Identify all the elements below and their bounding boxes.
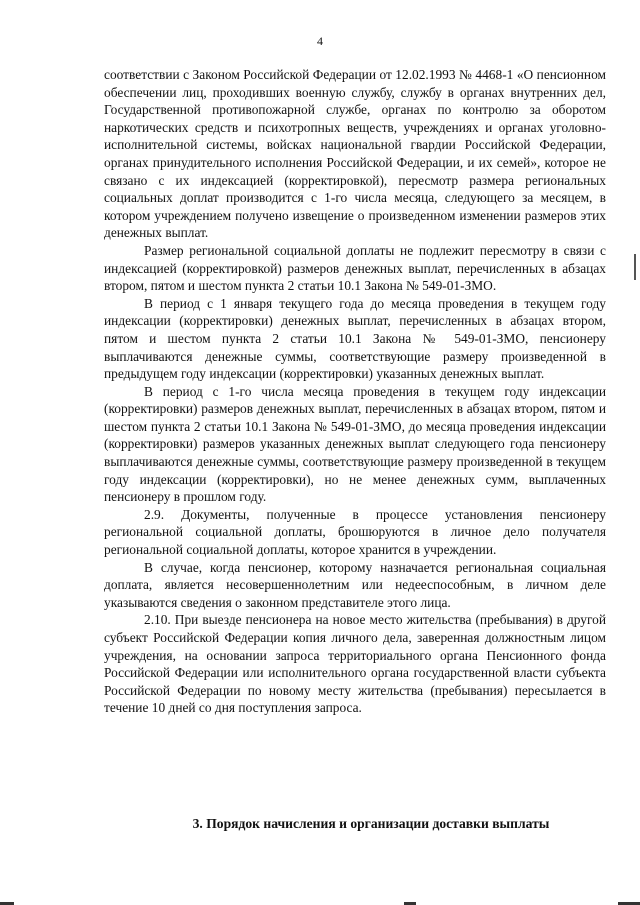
paragraph-2-10: 2.10. При выезде пенсионера на новое место жительства (пребывания) в другой субъект Российской Федерации копия личного дела, заверенная должностным лицом учреждения, на основании запроса территориального органа Пенсионного фонда Российской Федерации или исполнительного органа государственной власти субъекта Российской Федерации по новому месту жительства (пребывания) пересылается в течение 10 дней со дня поступления запроса.	[104, 612, 606, 716]
paragraph-2-9: 2.9. Документы, полученные в процессе установления пенсионеру региональной социальной доплаты, брошюруются в личное дело получателя региональной социальной доплаты, которое хранится в учреждении.	[104, 506, 606, 558]
paragraph-legal-representative: В случае, когда пенсионер, которому назначается региональная социальная доплата, является несовершеннолетним или недееспособным, в личном деле указываются сведения о законном представителе этого лица.	[104, 559, 606, 610]
paragraph-continuation: соответствии с Законом Российской Федерации от 12.02.1993 № 4468-1 «О пенсионном обеспечении лиц, проходивших военную службу, службу в органах внутренних дел, Государственной противопожарной службе, органах по контролю за оборотом наркотических средств и психотропных веществ, учреждениях и органах уголовно-исполнительной системы, войсках национальной гвардии Российской Федерации, органах принудительного исполнения Российской Федерации, и их семей», которое не связано с их индексацией (корректировкой), пересмотр размера региональных социальных доплат производится с 1-го числа месяца, следующего за месяцем, в котором учреждением получено извещение о произведенном изменении размеров этих денежных выплат.	[104, 67, 606, 241]
document-body	[104, 66, 606, 717]
section-heading: 3. Порядок начисления и организации доставки выплаты	[192, 816, 550, 831]
margin-scan-mark	[634, 254, 636, 280]
page-number: 4	[317, 34, 323, 48]
paragraph-period-indexation: В период с 1-го числа месяца проведения в текущем году индексации (корректировки) размеров денежных выплат, перечисленных в абзацах втором, пятом и шестом пункта 2 статьи 10.1 Закона № 549-01-ЗМО, до месяца проведения индексации (корректировки) размеров указанных денежных выплат следующего года пенсионеру выплачиваются денежные суммы, соответствующие размеру произведенной в текущем году индексации (корректировки), но не менее денежных сумм, выплаченных пенсионеру в прошлом году.	[104, 383, 606, 505]
paragraph-period-january: В период с 1 января текущего года до месяца проведения в текущем году индексации (корректировки) денежных выплат, перечисленных в абзацах втором, пятом и шестом пункта 2 статьи 10.1 Закона № 549-01-ЗМО, пенсионеру выплачиваются денежные суммы, соответствующие размеру произведенной в предыдущем году индексации (корректировки) указанных денежных выплат.	[104, 295, 606, 382]
paragraph-supplement-size: Размер региональной социальной доплаты не подлежит пересмотру в связи с индексацией (корректировкой) размеров денежных выплат, перечисленных в абзацах втором, пятом и шестом пункта 2 статьи 10.1 Закона № 549-01-ЗМО.	[104, 242, 606, 294]
